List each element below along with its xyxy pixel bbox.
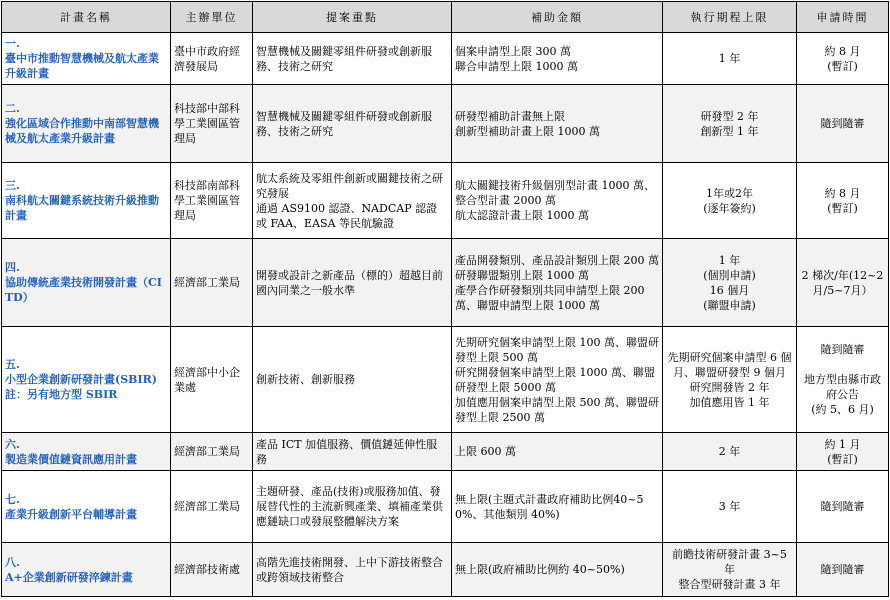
organizer-cell: 科技部中部科學工業園區管理局 (171, 85, 253, 163)
organizer-cell: 科技部南部科學工業園區管理局 (171, 163, 253, 239)
header-proposal-focus: 提案重點 (253, 2, 452, 33)
period-cell: 2 年 (663, 433, 797, 471)
organizer-cell: 經濟部技術處 (171, 543, 253, 597)
application-time-cell: 隨到隨審 (797, 471, 889, 543)
plan-name-cell: 八. A+企業創新研發淬鍊計畫 (2, 543, 171, 597)
plan-name-cell: 一. 臺中市推動智慧機械及航太產業升級計畫 (2, 33, 171, 85)
application-time-cell: 約 1 月 (暫訂) (797, 433, 889, 471)
amount-cell: 無上限(政府補助比例約 40~50%) (452, 543, 663, 597)
focus-cell: 創新技術、創新服務 (253, 327, 452, 433)
period-cell: 1年或2年 (逐年簽約) (663, 163, 797, 239)
focus-cell: 智慧機械及關鍵零組件研發或創新服務、技術之研究 (253, 85, 452, 163)
organizer-cell: 經濟部工業局 (171, 239, 253, 327)
period-cell: 1 年 (個別申請) 16 個月 (聯盟申請) (663, 239, 797, 327)
period-cell: 先期研究個案申請型 6 個月、聯盟研發型 9 個月 研究開發皆 2 年 加值應用皆 1 年 (663, 327, 797, 433)
period-cell: 3 年 (663, 471, 797, 543)
table-row (2, 433, 889, 471)
period-cell: 1 年 (663, 33, 797, 85)
amount-cell: 無上限(主題式計畫政府補助比例40~50%、其他類別 40%) (452, 471, 663, 543)
plan-name-cell: 七. 產業升級創新平台輔導計畫 (2, 471, 171, 543)
header-row (2, 2, 889, 33)
focus-cell: 主題研發、產品(技術)或服務加值、發展替代性的主流新興產業、填補產業供應鏈缺口或發展整體解決方案 (253, 471, 452, 543)
organizer-cell: 經濟部工業局 (171, 433, 253, 471)
amount-cell: 產品開發類別、產品設計類別上限 200 萬 研發聯盟類別上限 1000 萬 產學合作研發類別共同申請型上限 200 萬、聯盟申請型上限 1000 萬 (452, 239, 663, 327)
application-time-cell: 約 8 月 (暫訂) (797, 163, 889, 239)
header-plan-name: 計畫名稱 (2, 2, 171, 33)
application-time-cell: 隨到隨審 (797, 543, 889, 597)
period-cell: 前瞻技術研發計畫 3~5 年 整合型研發計畫 3 年 (663, 543, 797, 597)
application-time-cell: 隨到隨審 地方型由縣市政府公告 (約 5、6 月) (797, 327, 889, 433)
table-row (2, 471, 889, 543)
amount-cell: 個案申請型上限 300 萬 聯合申請型上限 1000 萬 (452, 33, 663, 85)
application-time-cell: 隨到隨審 (797, 85, 889, 163)
organizer-cell: 經濟部工業局 (171, 471, 253, 543)
focus-cell: 產品 ICT 加值服務、價值鏈延伸性服務 (253, 433, 452, 471)
amount-cell: 研發型補助計畫無上限 創新型補助計畫上限 1000 萬 (452, 85, 663, 163)
period-cell: 研發型 2 年 創新型 1 年 (663, 85, 797, 163)
plan-name-cell: 三. 南科航太關鍵系統技術升級推動計畫 (2, 163, 171, 239)
amount-cell: 航太關鍵技術升級個別型計畫 1000 萬、整合型計畫 2000 萬 航太認證計畫上限 1000 萬 (452, 163, 663, 239)
header-subsidy-amount: 補助金額 (452, 2, 663, 33)
amount-cell: 先期研究個案申請型上限 100 萬、聯盟研發型上限 500 萬 研究開發個案申請型上限 1000 萬、聯盟研發型上限 5000 萬 加值應用個案申請型上限 500 萬、聯盟研發型上限 2500 萬 (452, 327, 663, 433)
plan-name-cell: 四. 協助傳統產業技術開發計畫（CITD） (2, 239, 171, 327)
header-application-time: 申請時間 (797, 2, 889, 33)
table-row (2, 33, 889, 85)
application-time-cell: 約 8 月 (暫訂) (797, 33, 889, 85)
plan-name-cell: 五. 小型企業創新研發計畫(SBIR) 註：另有地方型 SBIR (2, 327, 171, 433)
organizer-cell: 臺中市政府經濟發展局 (171, 33, 253, 85)
header-organizer: 主辦單位 (171, 2, 253, 33)
table-row (2, 239, 889, 327)
table-row (2, 163, 889, 239)
plan-name-cell: 六. 製造業價值鏈資訊應用計畫 (2, 433, 171, 471)
table-row (2, 327, 889, 433)
application-time-cell: 2 梯次/年(12~2月/5~7月） (797, 239, 889, 327)
focus-cell: 高階先進技術開發、上中下游技術整合或跨領域技術整合 (253, 543, 452, 597)
focus-cell: 智慧機械及關鍵零組件研發或創新服務、技術之研究 (253, 33, 452, 85)
focus-cell: 開發或設計之新產品（標的）超越目前國內同業之一般水準 (253, 239, 452, 327)
grant-programs-table (1, 1, 889, 597)
table-row (2, 85, 889, 163)
organizer-cell: 經濟部中小企業處 (171, 327, 253, 433)
table-row (2, 543, 889, 597)
amount-cell: 上限 600 萬 (452, 433, 663, 471)
focus-cell: 航太系統及零組件創新或關鍵技術之研究發展 通過 AS9100 認證、NADCAP 認證或 FAA、EASA 等民航驗證 (253, 163, 452, 239)
header-max-period: 執行期程上限 (663, 2, 797, 33)
plan-name-cell: 二. 強化區域合作推動中南部智慧機械及航太產業升級計畫 (2, 85, 171, 163)
